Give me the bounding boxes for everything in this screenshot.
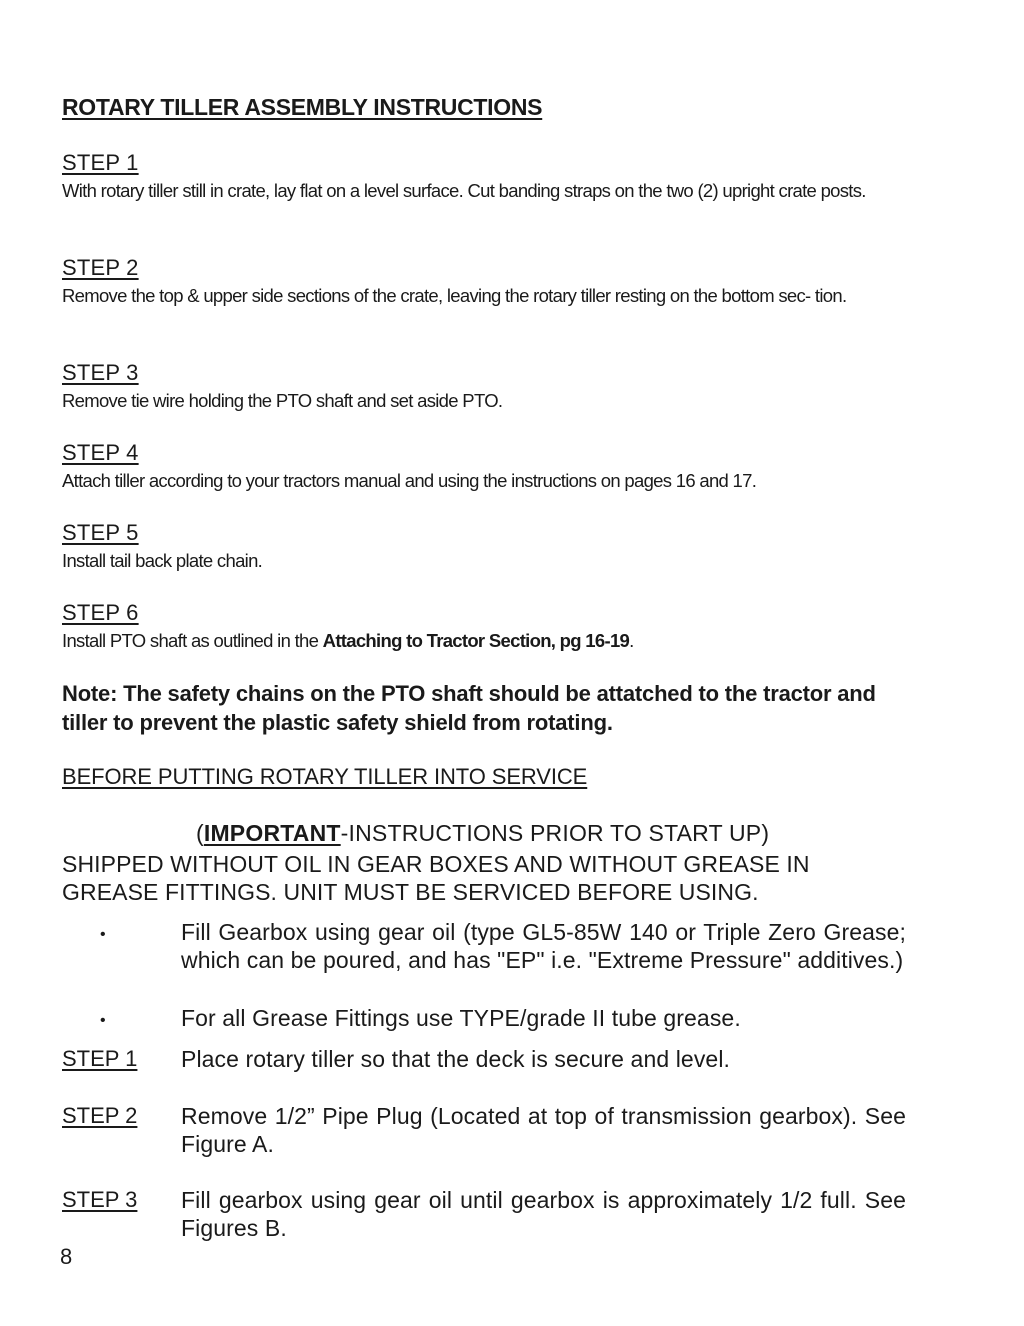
service-step-1-text: Place rotary tiller so that the deck is secure and level. [181,1046,731,1072]
service-step-2-label: STEP 2 [62,1103,138,1128]
bullet-1-dot: • [100,926,106,943]
step-3-text: Remove tie wire holding the PTO shaft and set aside PTO. [62,390,503,411]
step-3-heading: STEP 3 [62,360,139,385]
service-section-title: BEFORE PUTTING ROTARY TILLER INTO SERVICE [62,764,588,789]
important-rest: -INSTRUCTIONS PRIOR TO START UP) [340,820,770,846]
step-6-text-end: . [629,630,634,651]
step-6-text-start: Install PTO shaft as outlined in the [62,630,323,651]
bullet-1-text: Fill Gearbox using gear oil (type GL5-85W 140 or Triple Zero Grease; which can be poured, and has "EP" i.e. "Extreme Pressure" additives.) [181,919,906,973]
step-1-text: With rotary tiller still in crate, lay flat on a level surface. Cut banding straps on the two (2) upright crate posts. [62,180,866,201]
safety-note: Note: The safety chains on the PTO shaft should be attatched to the tractor and tiller to prevent the plastic safety shield from rotating. [62,681,876,735]
service-step-2-text: Remove 1/2” Pipe Plug (Located at top of transmission gearbox). See Figure A. [181,1103,906,1157]
step-5-heading: STEP 5 [62,520,139,545]
service-step-1-label: STEP 1 [62,1046,138,1071]
page-title: ROTARY TILLER ASSEMBLY INSTRUCTIONS [62,94,543,120]
page-number: 8 [60,1244,73,1269]
step-1-heading: STEP 1 [62,150,139,175]
step-2-heading: STEP 2 [62,255,139,280]
step-4-text: Attach tiller according to your tractors manual and using the instructions on pages 16 and 17. [62,470,757,491]
service-step-3-label: STEP 3 [62,1187,138,1212]
important-label: IMPORTANT [203,820,341,846]
step-2-text: Remove the top & upper side sections of the crate, leaving the rotary tiller resting on the bottom sec- tion. [62,285,847,306]
step-4-heading: STEP 4 [62,440,139,465]
bullet-2-dot: • [100,1012,106,1029]
important-instructions-line [196,820,769,847]
step-5-text: Install tail back plate chain. [62,550,263,571]
bullet-2-text: For all Grease Fittings use TYPE/grade II tube grease. [181,1005,741,1031]
step-6-heading: STEP 6 [62,600,139,625]
step-6-text [62,628,902,654]
important-open-paren: ( [196,820,204,846]
step-6-bold-reference: Attaching to Tractor Section, pg 16-19 [322,630,630,651]
shipped-notice: SHIPPED WITHOUT OIL IN GEAR BOXES AND WITHOUT GREASE IN GREASE FITTINGS. UNIT MUST BE SERVICED BEFORE USING. [62,851,810,905]
service-step-3-text: Fill gearbox using gear oil until gearbox is approximately 1/2 full. See Figures B. [181,1187,906,1241]
